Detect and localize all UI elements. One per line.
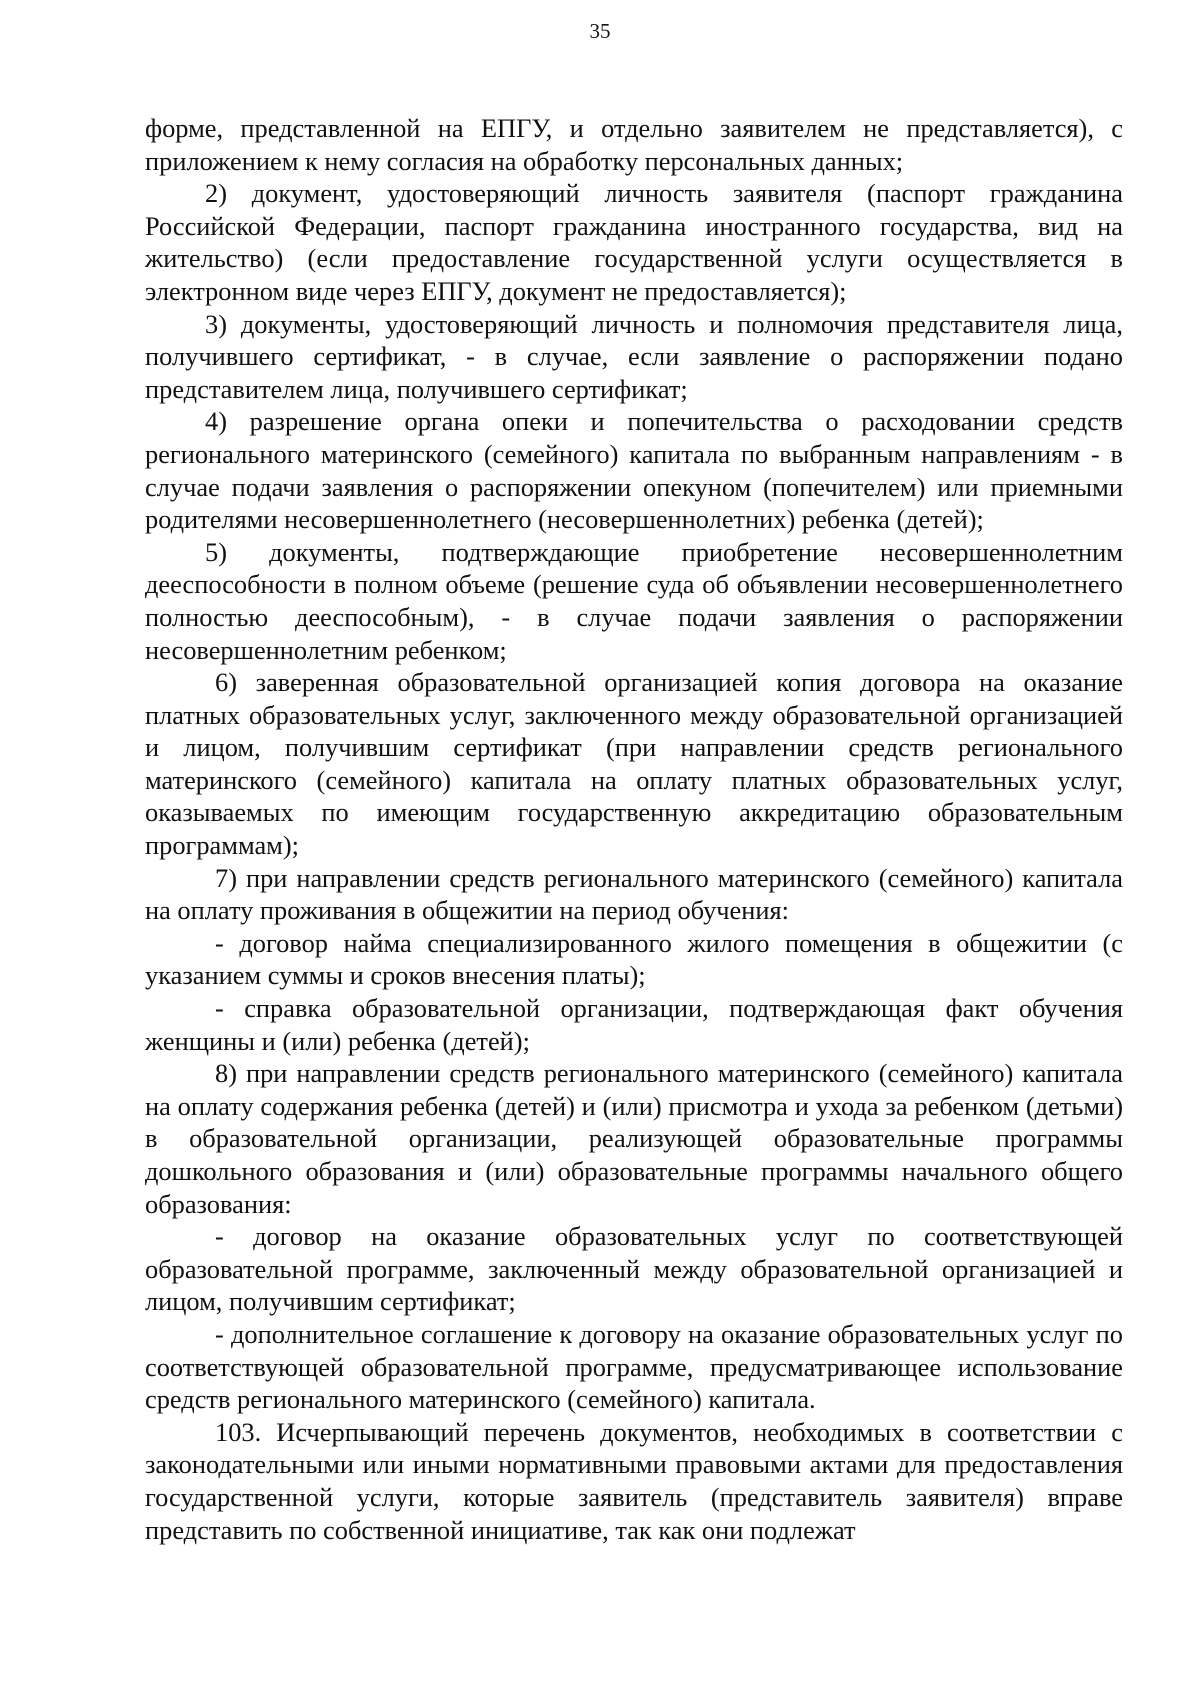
paragraph-continuation: форме, представленной на ЕПГУ, и отдельно заявителем не представляется), с приложением к нему согласия на обработку персональных данных; <box>145 113 1123 176</box>
paragraph-item-2: 2) документ, удостоверяющий личность заявителя (паспорт гражданина Российской Федерации, паспорт гражданина иностранного государства, вид на жительство) (если предоставление государственной услуги осуществляется в электронном виде через ЕПГУ, документ не предоставляется); <box>145 178 1123 306</box>
paragraph-item-5: 5) документы, подтверждающие приобретение несовершеннолетним дееспособности в полном объеме (решение суда об объявлении несовершеннолетнего полностью дееспособным), - в случае подачи заявления о распоряжении несовершеннолетним ребенком; <box>145 536 1123 665</box>
paragraph-item-7: 7) при направлении средств регионального материнского (семейного) капитала на оплату проживания в общежитии на период обучения: <box>145 862 1123 926</box>
paragraph-item-8-dash-2: - дополнительное соглашение к договору на оказание образовательных услуг по соответствующей образовательной программе, предусматривающее использование средств регионального материнского (семейного) капитала. <box>145 1318 1123 1415</box>
paragraph-item-3: 3) документы, удостоверяющий личность и полномочия представителя лица, получившего сертификат, - в случае, если заявление о распоряжении подано представителем лица, получившего сертификат; <box>145 308 1123 404</box>
paragraph-item-4: 4) разрешение органа опеки и попечительства о расходовании средств регионального материнского (семейного) капитала по выбранным направлениям - в случае подачи заявления о распоряжении опекуном (попечителем) или приемными родителями несовершеннолетнего (несовершеннолетних) ребенка (детей); <box>145 406 1123 535</box>
page-number: 35 <box>589 19 611 43</box>
document-body <box>145 112 1123 1546</box>
paragraph-item-8: 8) при направлении средств регионального материнского (семейного) капитала на оплату содержания ребенка (детей) и (или) присмотра и ухода за ребенком (детьми) в образовательной организации, реализующей образовательные программы дошкольного образования и (или) образовательные программы начального общего образования: <box>145 1058 1123 1219</box>
paragraph-item-6: 6) заверенная образовательной организацией копия договора на оказание платных образовательных услуг, заключенного между образовательной организацией и лицом, получившим сертификат (при направлении средств регионального материнского (семейного) капитала на оплату платных образовательных услуг, оказываемых по имеющим государственную аккредитацию образовательным программам); <box>145 667 1123 861</box>
paragraph-item-7-dash-2: - справка образовательной организации, подтверждающая факт обучения женщины и (или) ребенка (детей); <box>145 993 1123 1056</box>
paragraph-section-103: 103. Исчерпывающий перечень документов, необходимых в соответствии с законодательными или иными нормативными правовыми актами для предоставления государственной услуги, которые заявитель (представитель заявителя) вправе представить по собственной инициативе, так как они подлежат <box>145 1416 1123 1545</box>
paragraph-item-8-dash-1: - договор на оказание образовательных услуг по соответствующей образовательной программе, заключенный между образовательной организацией и лицом, получившим сертификат; <box>145 1221 1123 1317</box>
paragraph-item-7-dash-1: - договор найма специализированного жилого помещения в общежитии (с указанием суммы и сроков внесения платы); <box>145 927 1123 991</box>
